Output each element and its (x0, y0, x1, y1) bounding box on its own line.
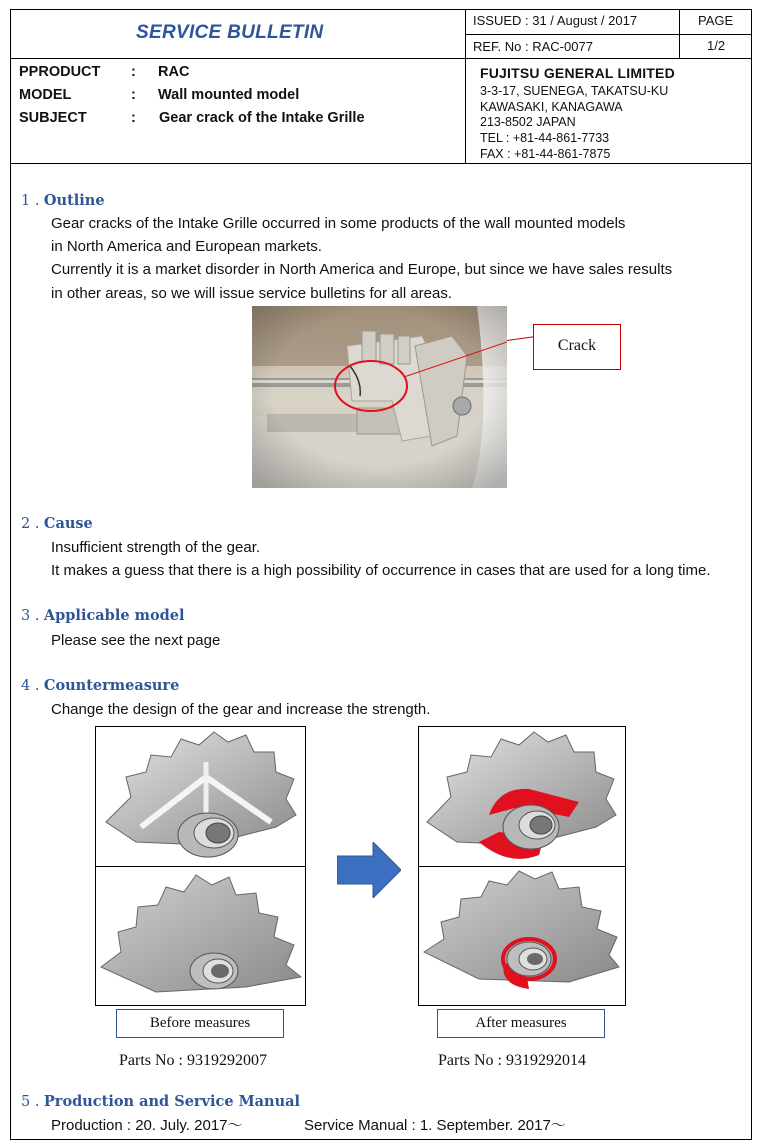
subject-value: Gear crack of the Intake Grille (159, 110, 365, 126)
section-outline-heading (21, 192, 105, 210)
applicable-text: Please see the next page (51, 632, 221, 649)
outline-text-line1: Gear cracks of the Intake Grille occurred in some products of the wall mounted models (51, 215, 626, 232)
after-gear-front-image (418, 726, 626, 867)
model-label: MODEL (19, 87, 72, 103)
service-manual-date: Service Manual : 1. September. 2017〜 (304, 1117, 566, 1134)
product-value: RAC (158, 64, 190, 80)
bulletin-title: SERVICE BULLETIN (136, 22, 324, 43)
model-value: Wall mounted model (158, 87, 300, 103)
page-number: 1/2 (707, 38, 726, 53)
crack-callout: Crack (533, 324, 621, 370)
before-gear-front-image (95, 726, 306, 867)
issued-date: ISSUED : 31 / August / 2017 (473, 13, 638, 28)
model-colon: : (131, 87, 136, 103)
cause-text-line1: Insufficient strength of the gear. (51, 539, 261, 556)
after-gear-back-image (418, 866, 626, 1006)
section-applicable-heading (21, 607, 184, 625)
product-colon: : (131, 64, 136, 80)
ref-page-divider (679, 9, 680, 59)
outline-text-line4: in other areas, so we will issue service bulletins for all areas. (51, 285, 453, 302)
subject-label: SUBJECT (19, 110, 87, 126)
right-arrow-icon (337, 842, 401, 898)
countermeasure-text: Change the design of the gear and increase the strength. (51, 701, 431, 718)
issued-ref-divider (465, 34, 752, 35)
section-title: Production and Service Manual (43, 1093, 301, 1110)
section-number: 1 . (21, 193, 40, 209)
section-title: Countermeasure (43, 677, 180, 694)
company-address-line2: KAWASAKI, KANAGAWA (480, 100, 623, 114)
title-issued-divider (465, 9, 466, 163)
meta-bottom-rule (10, 163, 752, 164)
section-number: 2 . (21, 516, 40, 532)
company-address-line3: 213-8502 JAPAN (480, 115, 576, 129)
section-title: Cause (43, 515, 93, 532)
section-countermeasure-heading (21, 677, 179, 695)
product-label: PPRODUCT (19, 64, 101, 80)
company-tel: TEL : +81-44-861-7733 (480, 131, 610, 145)
before-gear-back-image (95, 866, 306, 1006)
section-number: 3 . (21, 608, 40, 624)
page-label: PAGE (698, 13, 734, 28)
company-name: FUJITSU GENERAL LIMITED (480, 65, 675, 81)
outline-text-line3: Currently it is a market disorder in North America and Europe, but since we have sales results (51, 261, 673, 278)
section-production-heading (21, 1093, 300, 1111)
crack-photo (252, 306, 507, 488)
after-measures-label: After measures (437, 1009, 605, 1038)
subject-colon: : (131, 110, 136, 126)
outline-text-line2: in North America and European markets. (51, 238, 322, 255)
header-bottom-rule (10, 58, 752, 59)
before-parts-number: Parts No : 9319292007 (119, 1052, 267, 1069)
section-number: 5 . (21, 1094, 40, 1110)
before-measures-label: Before measures (116, 1009, 284, 1038)
company-address-line1: 3-3-17, SUENEGA, TAKATSU-KU (480, 84, 669, 98)
production-date: Production : 20. July. 2017〜 (51, 1117, 243, 1134)
after-parts-number: Parts No : 9319292014 (438, 1052, 586, 1069)
company-fax: FAX : +81-44-861-7875 (480, 147, 611, 161)
section-cause-heading (21, 515, 93, 533)
section-title: Applicable model (43, 607, 185, 624)
section-number: 4 . (21, 678, 40, 694)
reference-number: REF. No : RAC-0077 (473, 39, 593, 54)
cause-text-line2: It makes a guess that there is a high possibility of occurrence in cases that are used for a long time. (51, 562, 711, 579)
section-title: Outline (43, 192, 105, 209)
